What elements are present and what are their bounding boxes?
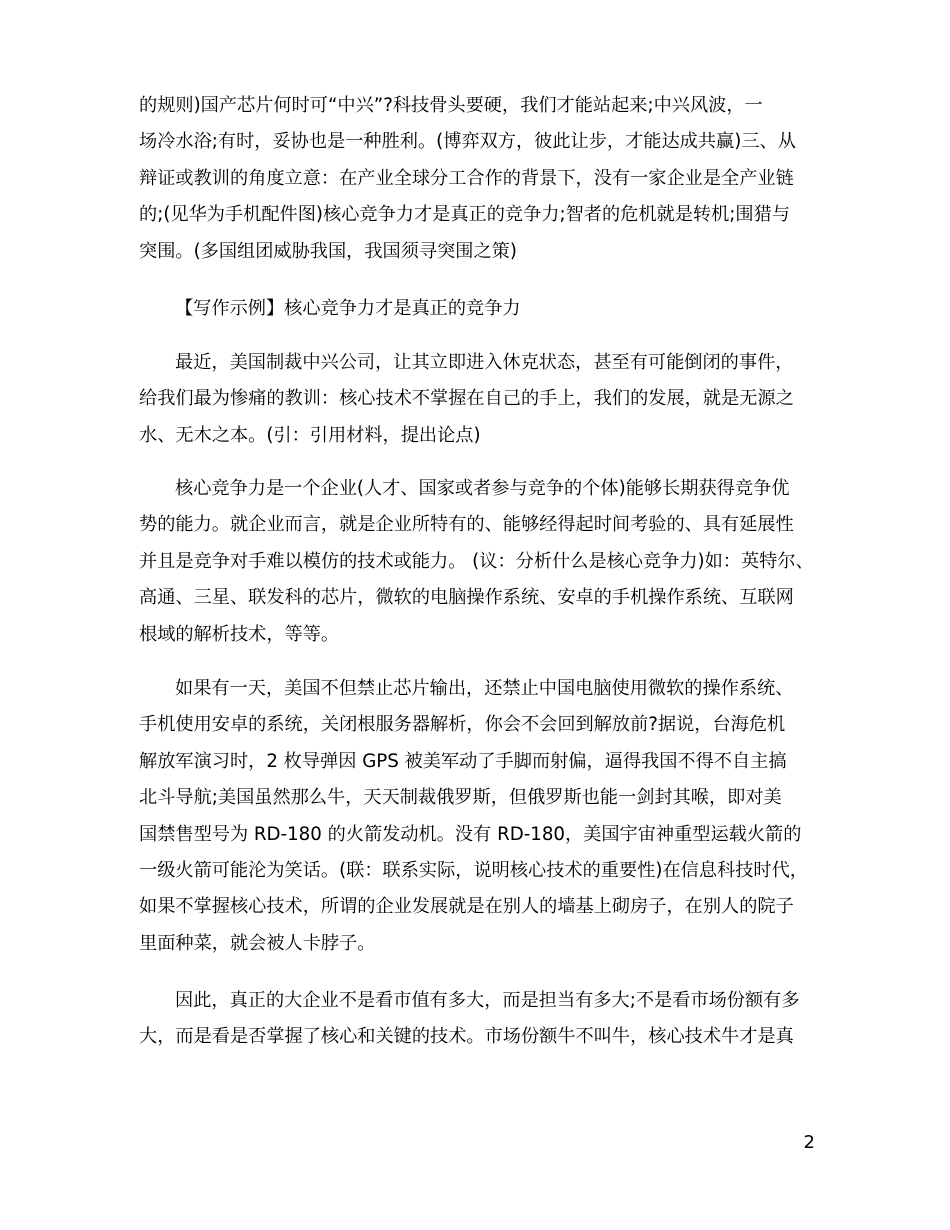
paragraph-line: 辩证或教训的角度立意：在产业全球分工合作的背景下，没有一家企业是全产业链 (139, 167, 794, 189)
paragraph-continued-intro (139, 88, 813, 270)
paragraph-line: 国禁售型号为 RD-180 的火箭发动机。没有 RD-180，美国宇宙神重型运载火箭的 (139, 823, 802, 845)
section-heading (139, 291, 813, 327)
paragraph-line: 解放军演习时，2 枚导弹因 GPS 被美军动了手脚而射偏，逼得我国不得不自主搞 (139, 750, 787, 772)
paragraph-line: 一级火箭可能沦为笑话。(联：联系实际，说明核心技术的重要性)在信息科技时代， (139, 859, 808, 881)
heading-line: 【写作示例】核心竞争力才是真正的竞争力 (175, 298, 521, 319)
paragraph-line: 里面种菜，就会被人卡脖子。 (139, 932, 376, 954)
paragraph-conclusion (139, 983, 813, 1056)
paragraph-introduction (139, 345, 813, 454)
paragraph-line: 的;(见华为手机配件图)核心竞争力才是真正的竞争力;智者的危机就是转机;围猎与 (139, 204, 790, 226)
paragraph-line: 大，而是看是否掌握了核心和关键的技术。市场份额牛不叫牛，核心技术牛才是真 (139, 1026, 794, 1048)
paragraph-line: 的规则)国产芯片何时可“中兴”?科技骨头要硬，我们才能站起来;中兴风波，一 (139, 95, 763, 116)
paragraph-line: 核心竞争力是一个企业(人才、国家或者参与竞争的个体)能够长期获得竞争优 (175, 478, 790, 499)
paragraph-line: 北斗导航;美国虽然那么牛，天天制裁俄罗斯，但俄罗斯也能一剑封其喉，即对美 (139, 787, 782, 809)
paragraph-line: 场冷水浴;有时，妥协也是一种胜利。(博弈双方，彼此让步，才能达成共赢)三、从 (139, 131, 796, 153)
paragraph-line: 最近，美国制裁中兴公司，让其立即进入休克状态，甚至有可能倒闭的事件， (175, 352, 794, 373)
paragraph-line: 如果不掌握核心技术，所谓的企业发展就是在别人的墙基上砌房子，在别人的院子 (139, 896, 794, 918)
paragraph-line: 给我们最为惨痛的教训：核心技术不掌握在自己的手上，我们的发展，就是无源之 (139, 388, 794, 410)
paragraph-line: 水、无木之本。(引：引用材料，提出论点) (139, 424, 481, 446)
paragraph-line: 并且是竞争对手难以模仿的技术或能力。 (议：分析什么是核心竞争力)如：英特尔、 (139, 550, 814, 572)
paragraph-line: 如果有一天，美国不但禁止芯片输出，还禁止中国电脑使用微软的操作系统、 (175, 678, 794, 699)
paragraph-examples (139, 671, 813, 962)
paragraph-line: 势的能力。就企业而言，就是企业所特有的、能够经得起时间考验的、具有延展性 (139, 514, 794, 536)
paragraph-line: 高通、三星、联发科的芯片，微软的电脑操作系统、安卓的手机操作系统、互联网 (139, 587, 794, 609)
paragraph-line: 突围。(多国组团威胁我国，我国须寻突围之策) (139, 240, 517, 262)
paragraph-line: 根域的解析技术，等等。 (139, 623, 340, 645)
paragraph-line: 因此，真正的大企业不是看市值有多大，而是担当有多大;不是看市场份额有多 (175, 990, 800, 1011)
paragraph-definition (139, 471, 813, 653)
paragraph-line: 手机使用安卓的系统，关闭根服务器解析，你会不会回到解放前?据说，台海危机 (139, 714, 786, 736)
page-number: 2 (803, 1132, 815, 1153)
